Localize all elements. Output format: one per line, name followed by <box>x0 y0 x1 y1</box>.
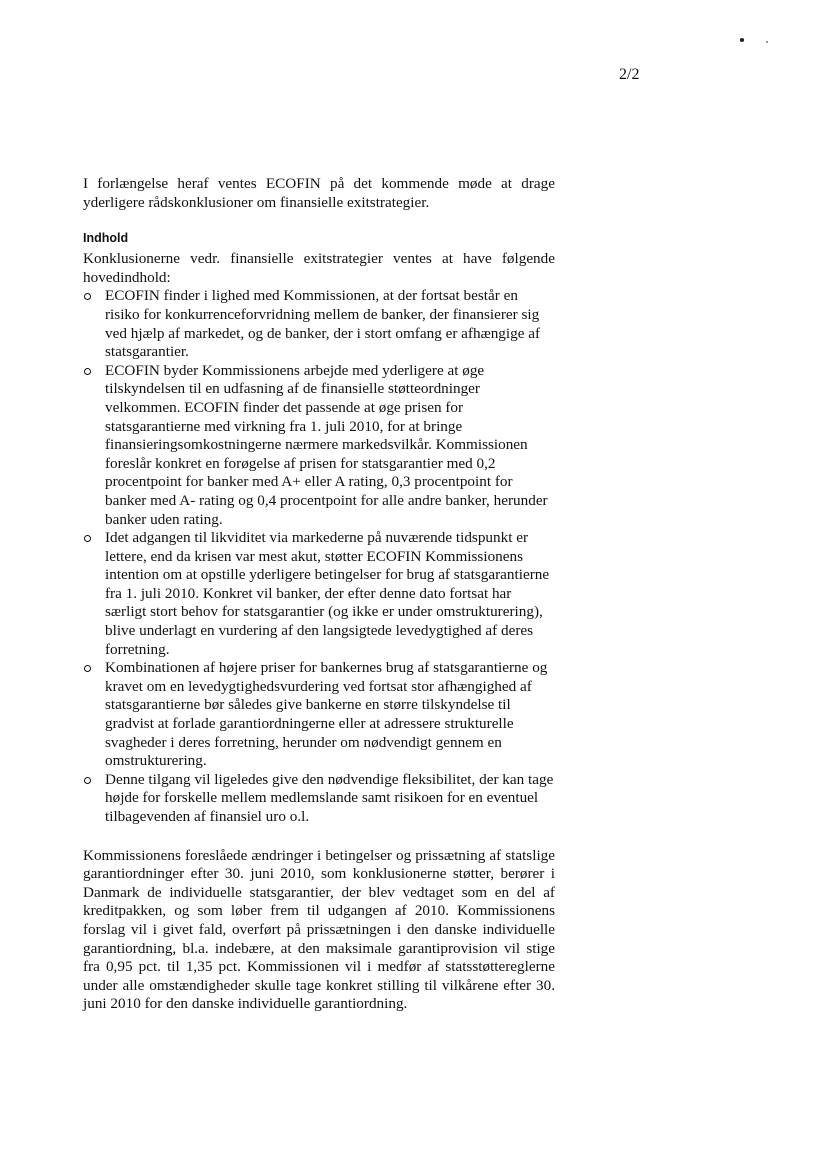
list-item-text: ECOFIN finder i lighed med Kommissionen, at der fortsat består en risiko for konkurrenceforvridning mellem de banker, der finansierer sig ved hjælp af markedet, og de banker, der i stort omfang er afhængige af statsgarantier. <box>105 287 541 361</box>
list-item-text: Idet adgangen til likviditet via markederne på nuværende tidspunkt er lettere, end da krisen var mest akut, støtter ECOFIN Kommissionens intention om at opstille yderligere betingelser for brug af statsgarantierne fra 1. juli 2010. Konkret vil banker, der efter denne dato fortsat har særligt stort behov for statsgarantier (og ikke er under omstrukturering), blive underlagt en vurdering af den langsigtede levedygtighed af deres forretning. <box>105 529 550 658</box>
list-item <box>83 659 555 771</box>
bullet-icon <box>84 777 91 784</box>
list-item <box>83 771 555 827</box>
list-item <box>83 287 555 361</box>
list-item <box>83 529 555 659</box>
document-body <box>83 175 555 1014</box>
bullet-icon <box>84 535 91 542</box>
list-item-text: ECOFIN byder Kommissionens arbejde med yderligere at øge tilskyndelsen til en udfasning af de finansielle støtteordninger velkommen. ECOFIN finder det passende at øge prisen for statsgarantierne med virkning fra 1. juli 2010, for at bringe finansieringsomkostningerne nærmere markedsvilkår. Kommissionen foreslår konkret en forøgelse af prisen for statsgarantier med 0,2 procentpoint for banker med A+ eller A rating, 0,3 procentpoint for banker med A- rating og 0,4 procentpoint for alle andre banker, herunder banker uden rating. <box>105 361 548 528</box>
list-item <box>83 362 555 529</box>
bullet-list <box>83 287 555 826</box>
page-number: 2/2 <box>619 66 640 83</box>
bullet-icon <box>84 368 91 375</box>
lead-paragraph: Konklusionerne vedr. finansielle exitstrategier ventes at have følgende hovedindhold: <box>83 250 555 286</box>
bullet-icon <box>84 293 91 300</box>
scan-speck <box>740 38 744 42</box>
list-item-text: Denne tilgang vil ligeledes give den nødvendige fleksibilitet, der kan tage højde for forskelle mellem medlemslande samt risikoen for en eventuel tilbagevenden af finansiel uro o.l. <box>105 770 554 825</box>
bullet-icon <box>84 665 91 672</box>
intro-paragraph: I forlængelse heraf ventes ECOFIN på det kommende møde at drage yderligere rådskonklusioner om finansielle exitstrategier. <box>83 175 555 211</box>
section-heading: Indhold <box>83 231 129 246</box>
list-item-text: Kombinationen af højere priser for bankernes brug af statsgarantierne og kravet om en levedygtighedsvurdering ved fortsat stor afhængighed af statsgarantierne bør således give bankerne en større tilskyndelse til gradvist at forlade garantiordningerne eller at adressere strukturelle svagheder i deres forretning, herunder om nødvendigt gennem en omstrukturering. <box>105 659 548 770</box>
closing-paragraph: Kommissionens foreslåede ændringer i betingelser og prissætning af statslige garantiordninger efter 30. juni 2010, som konklusionerne støtter, berører i Danmark de individuelle statsgarantier, der blev vedtaget som en del af kreditpakken, og som løber frem til udgangen af 2010. Kommissionens forslag vil i givet fald, overført på prissætningen i den danske individuelle garantiordning, bl.a. indebære, at den maksimale garantiprovision vil stige fra 0,95 pct. til 1,35 pct. Kommissionen vil i medfør af statsstøttereglerne under alle omstændigheder skulle tage konkret stilling til vilkårene efter 30. juni 2010 for den danske individuelle garantiordning. <box>83 846 555 1013</box>
scan-speck <box>766 41 768 43</box>
